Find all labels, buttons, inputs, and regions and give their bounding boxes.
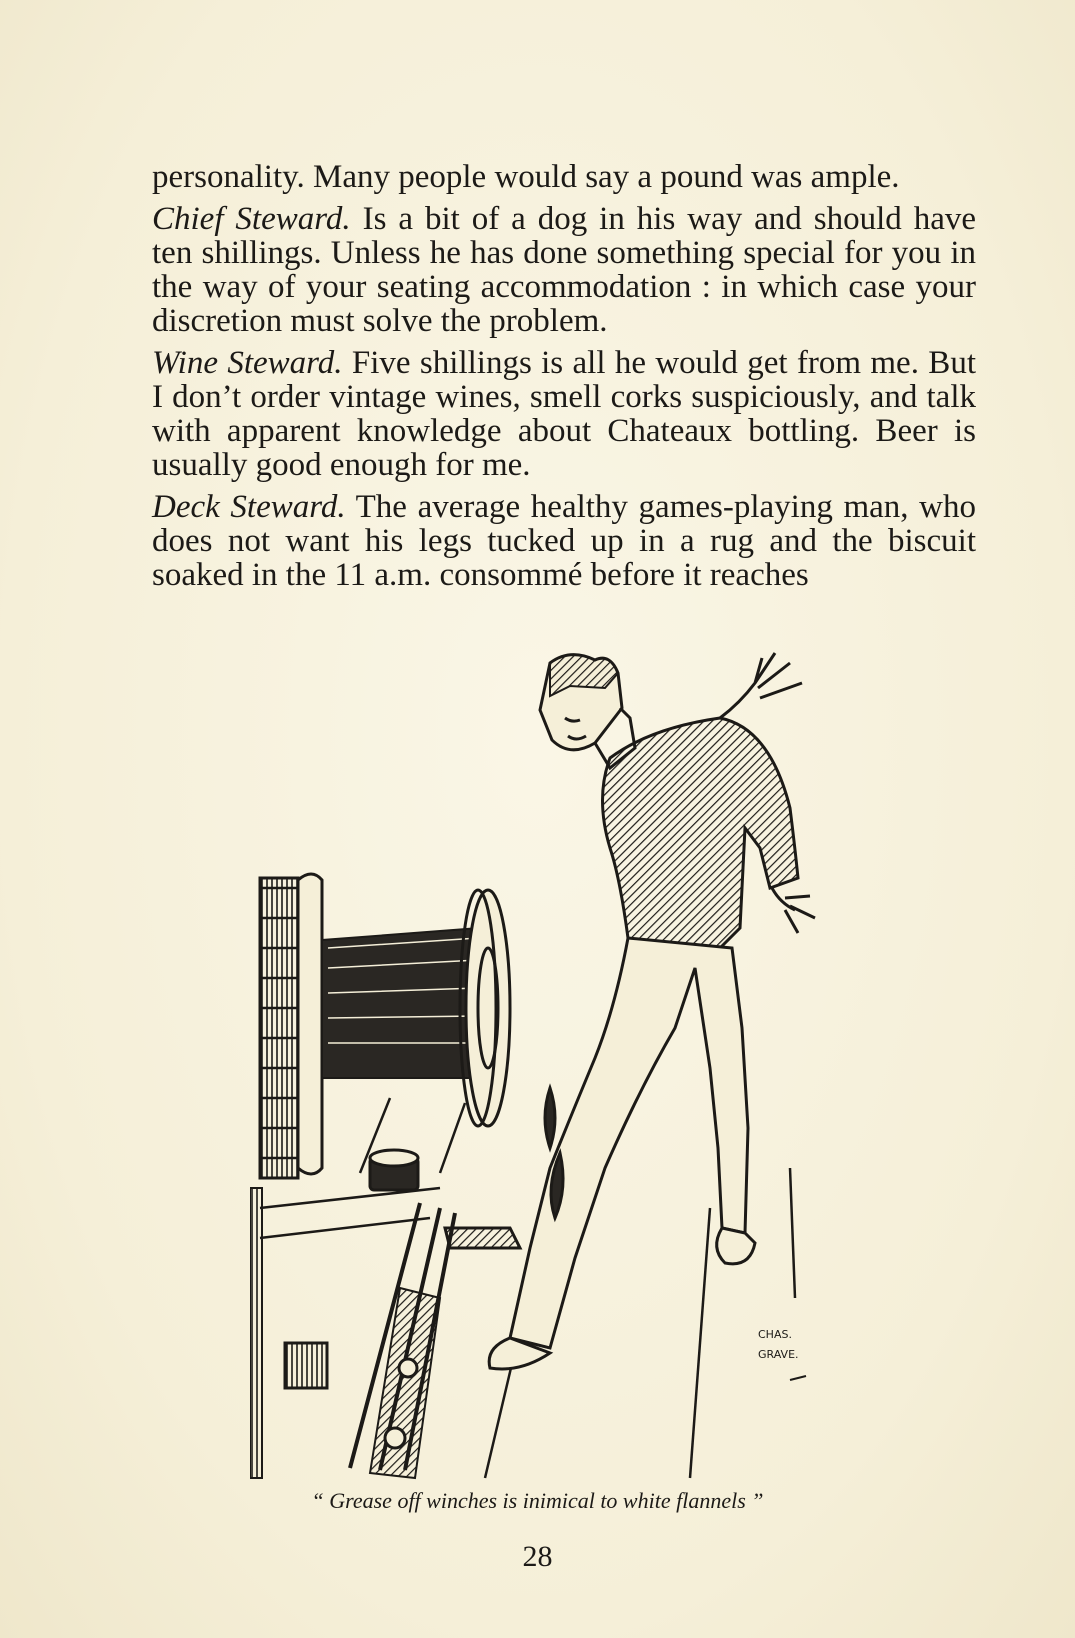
paragraph-continuation — [152, 160, 976, 194]
winch-drum — [260, 874, 510, 1178]
paragraph-lead: Deck Steward. — [152, 489, 346, 525]
deck-machinery — [250, 1150, 520, 1478]
paragraph-text: The average healthy games-playing man, who does not want his legs tucked up in a rug and the biscuit soaked in the 11 a.m. consommé before it reaches — [152, 489, 977, 593]
paragraph-text: Five shillings is all he would get from me. But I don’t order vintage wines, smell corks suspiciously, and talk with apparent knowledge about Chateaux bottling. Beer is usually good enough for me. — [152, 345, 976, 483]
paragraph-chief-steward — [152, 202, 976, 338]
paragraph-text: Is a bit of a dog in his way and should have ten shillings. Unless he has done something special for you in the way of your seating accommodation : in which case your discretion must solve the problem. — [152, 201, 976, 339]
signature-line-1: CHAS. — [758, 1328, 792, 1341]
paragraph-lead: Chief Steward. — [152, 201, 351, 237]
paragraph-lead: Wine Steward. — [152, 345, 343, 381]
artist-signature — [758, 1328, 806, 1380]
page-number: 28 — [522, 1540, 553, 1573]
paragraph-text: personality. Many people would say a pound was ample. — [152, 159, 900, 195]
winch-illustration — [250, 648, 890, 1480]
body-text — [152, 160, 976, 600]
paragraph-wine-steward — [152, 346, 976, 482]
paragraph-deck-steward — [152, 490, 976, 592]
signature-line-2: GRAVE. — [758, 1348, 799, 1361]
man-falling — [489, 653, 815, 1369]
illustration-caption: “ Grease off winches is inimical to white flannels ” — [311, 1488, 764, 1513]
